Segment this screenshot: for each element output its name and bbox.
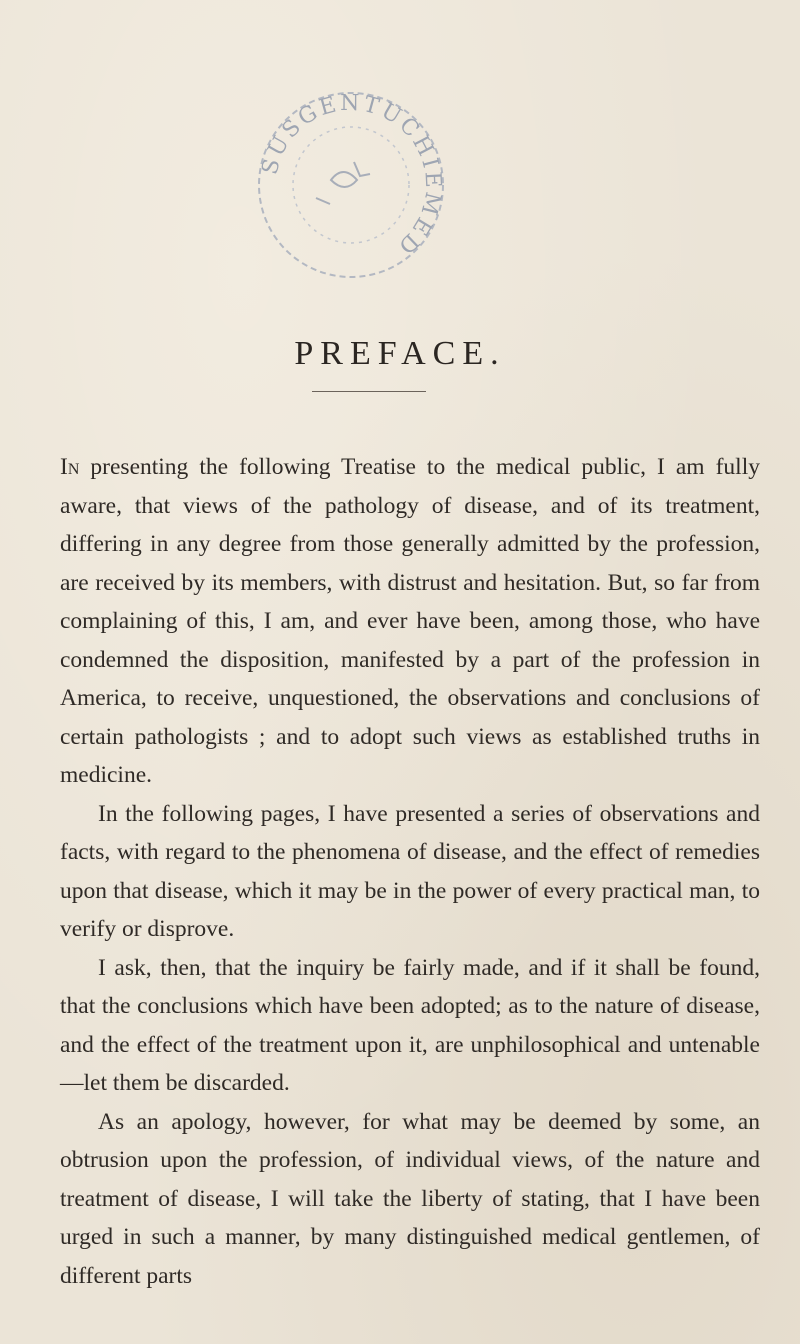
- title-divider: [312, 391, 426, 392]
- paragraph-1-text: presenting the following Treatise to the medical public, I am fully aware, that views of the pathology of disease, and of its treatment, differing in any degree from those generally admitted by the profession, are received by its members, with distrust and hesitation. But, so far from complaining of this, I am, and ever have been, among those, who have condemned the disposition, manifested by a part of the profession in America, to receive, unquestioned, the observations and conclusions of certain pathologists ; and to adopt such views as established truths in medicine.: [60, 454, 760, 788]
- paragraph-3: I ask, then, that the inquiry be fairly made, and if it shall be found, that the conclusions which have been adopted; as to the nature of disease, and the effect of the treatment upon it, are unphilosophical and untenable—let them be discarded.: [60, 954, 760, 1096]
- paragraph-4: As an apology, however, for what may be deemed by some, an obtrusion upon the profession, of individual views, of the nature and treatment of disease, I will take the liberty of stating, that I have been urged in such a manner, by many distinguished medical gentlemen, of different parts: [60, 1108, 760, 1289]
- page-title: PREFACE.: [294, 335, 506, 372]
- preface-body: [60, 448, 760, 1295]
- library-stamp-icon: [236, 70, 466, 300]
- paragraph-1: [60, 448, 760, 795]
- paragraph-2: In the following pages, I have presented a series of observations and facts, with regard to the phenomena of disease, and the effect of remedies upon that disease, which it may be in the power of every practical man, to verify or disprove.: [60, 800, 760, 942]
- library-stamp: [236, 70, 466, 300]
- stamp-text: SUSGENTUCHIEMED: [257, 90, 446, 261]
- paragraph-1-lead: In: [60, 454, 80, 480]
